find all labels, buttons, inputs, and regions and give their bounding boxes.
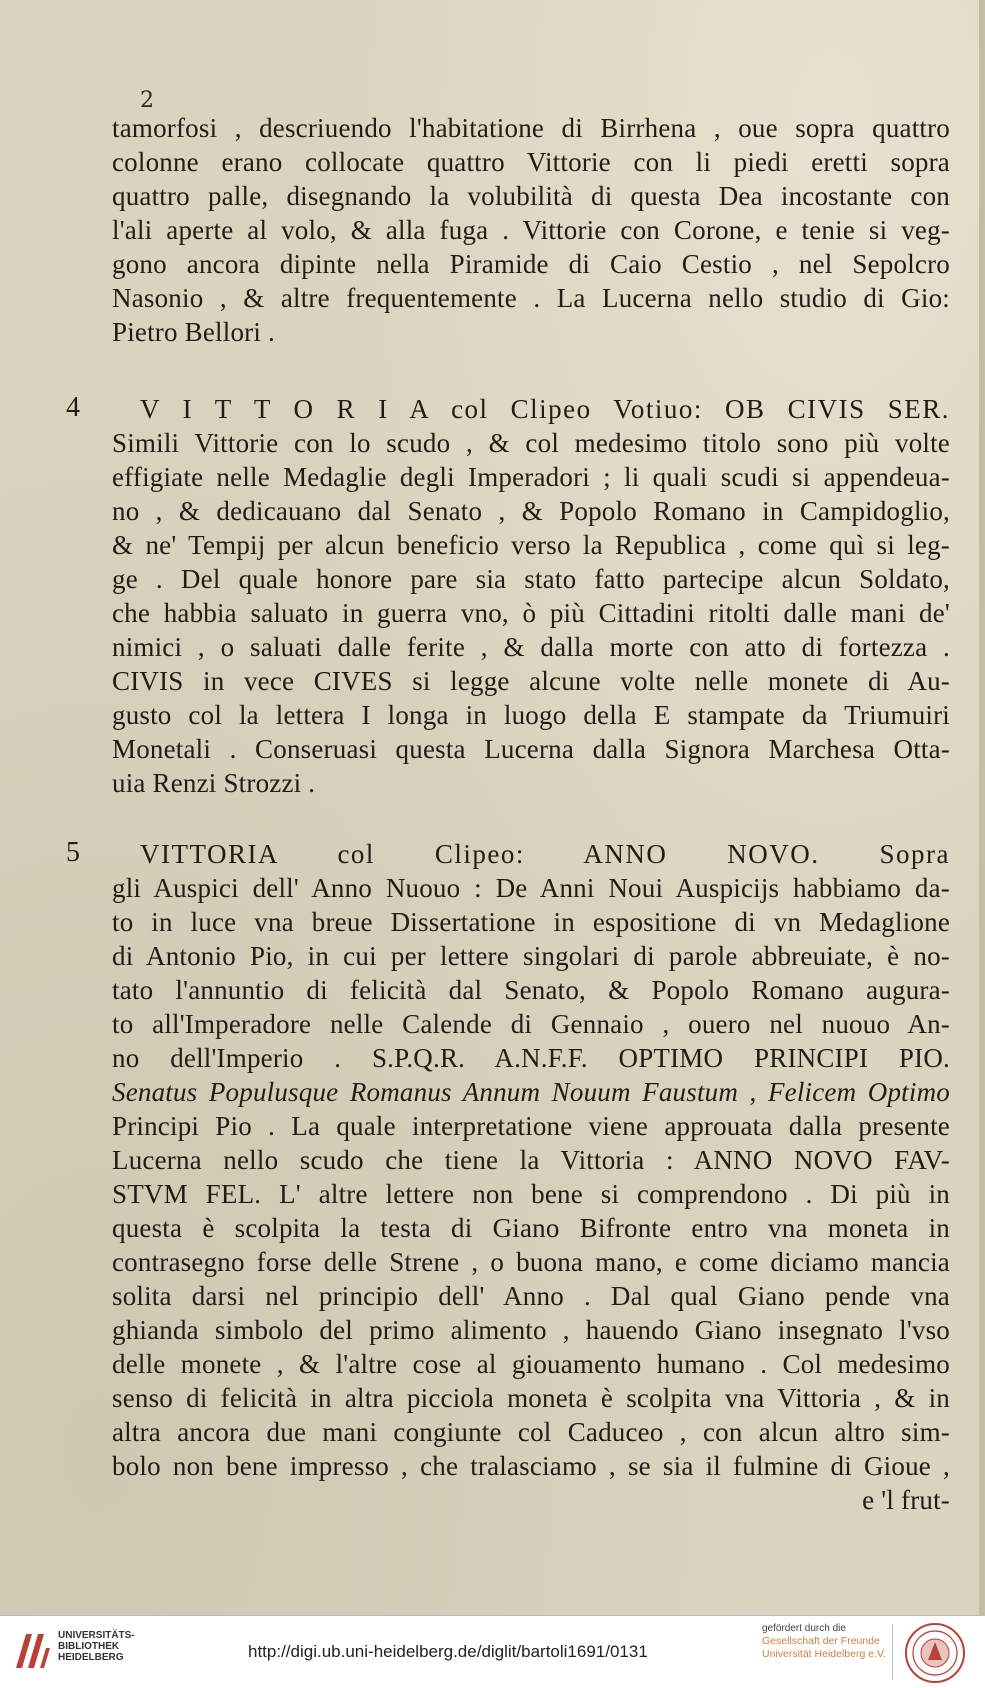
- university-seal-icon: [904, 1622, 966, 1684]
- text-line: gusto col la lettera I longa in luogo della E stampate da Triumuiri: [112, 700, 950, 730]
- text-line: Monetali . Conseruasi questa Lucerna dalla Signora Marchesa Otta-: [112, 734, 950, 764]
- text-line: gono ancora dipinte nella Piramide di Caio Cestio , nel Sepolcro: [112, 249, 950, 279]
- sponsor-credit: [762, 1622, 886, 1661]
- page-number: 2: [140, 88, 154, 113]
- text-line: questa è scolpita la testa di Giano Bifronte entro vna moneta in: [112, 1213, 950, 1243]
- text-line: bolo non bene impresso , che tralasciamo , se sia il fulmine di Gioue ,: [112, 1451, 950, 1481]
- library-name: [58, 1630, 135, 1663]
- text-line: delle monete , & l'altre cose al giouamento humano . Col medesimo: [112, 1349, 950, 1379]
- text-line: altra ancora due mani congiunte col Caduceo , con alcun altro sim-: [112, 1417, 950, 1447]
- footer-divider: [892, 1624, 893, 1680]
- text-line: no dell'Imperio . S.P.Q.R. A.N.F.F. OPTIMO PRINCIPI PIO.: [112, 1043, 950, 1073]
- text-line: Lucerna nello scudo che tiene la Vittoria : ANNO NOVO FAV-: [112, 1145, 950, 1175]
- text-line: CIVIS in vece CIVES si legge alcune volte nelle monete di Au-: [112, 666, 950, 696]
- text-line: effigiate nelle Medaglie degli Imperadori ; li quali scudi si appendeua-: [112, 462, 950, 492]
- text-line: che habbia saluato in guerra vno, ò più Cittadini ritolti dalle mani de': [112, 598, 950, 628]
- library-name-line: UNIVERSITÄTS-: [58, 1630, 135, 1641]
- text-line: senso di felicità in altra picciola moneta è scolpita vna Vittoria , & in: [112, 1383, 950, 1413]
- source-url-link[interactable]: http://digi.ub.uni-heidelberg.de/diglit/bartoli1691/0131: [248, 1642, 648, 1661]
- sponsor-org-line: Gesellschaft der Freunde: [762, 1635, 880, 1647]
- text-line: Principi Pio . La quale interpretatione viene approuata dalla presente: [112, 1111, 950, 1141]
- text-line: uia Renzi Strozzi .: [112, 768, 316, 798]
- text-line: l'ali aperte al volo, & alla fuga . Vittorie con Corone, e tenie si veg-: [112, 215, 950, 245]
- text-line: Senatus Populusque Romanus Annum Nouum Faustum , Felicem Optimo: [112, 1077, 950, 1107]
- text-line: di Antonio Pio, in cui per lettere singolari di parole abbreuiate, è no-: [112, 941, 950, 971]
- sponsor-org-line: Universität Heidelberg e.V.: [762, 1648, 886, 1660]
- text-line: ge . Del quale honore pare sia stato fatto partecipe alcun Soldato,: [112, 564, 950, 594]
- footer-bar: [0, 1615, 985, 1688]
- text-line: to all'Imperadore nelle Calende di Gennaio , ouero nel nuouo An-: [112, 1009, 950, 1039]
- text-line: Simili Vittorie con lo scudo , & col medesimo titolo sono più volte: [112, 428, 950, 458]
- text-line: quattro palle, disegnando la volubilità di questa Dea incostante con: [112, 181, 950, 211]
- library-name-line: BIBLIOTHEK: [58, 1641, 120, 1652]
- text-line: & ne' Tempij per alcun beneficio verso la Republica , come quì si leg-: [112, 530, 950, 560]
- section-number: 4: [66, 392, 80, 423]
- text-line: colonne erano collocate quattro Vittorie con li piedi eretti sopra: [112, 147, 950, 177]
- text-line: Nasonio , & altre frequentemente . La Lucerna nello studio di Gio:: [112, 283, 950, 313]
- catchword: e 'l frut-: [862, 1485, 950, 1515]
- text-line: nimici , o saluati dalle ferite , & dalla morte con atto di fortezza .: [112, 632, 950, 662]
- sponsor-label: gefördert durch die: [762, 1623, 846, 1634]
- library-name-line: HEIDELBERG: [58, 1652, 124, 1663]
- text-line: tamorfosi , descriuendo l'habitatione di Birrhena , oue sopra quattro: [112, 113, 950, 143]
- text-line: gli Auspici dell' Anno Nuouo : De Anni Noui Auspicijs habbiamo da-: [112, 873, 950, 903]
- section-heading: V I T T O R I A col Clipeo Votiuo: OB CIVIS SER.: [140, 394, 950, 424]
- text-line: no , & dedicauano dal Senato , & Popolo Romano in Campidoglio,: [112, 496, 950, 526]
- text-line: solita darsi nel principio dell' Anno . Dal qual Giano pende vna: [112, 1281, 950, 1311]
- text-line: Pietro Bellori .: [112, 317, 275, 347]
- text-line: STVM FEL. L' altre lettere non bene si comprendono . Di più in: [112, 1179, 950, 1209]
- section-number: 5: [66, 837, 80, 868]
- text-line: to in luce vna breue Dissertatione in espositione di vn Medaglione: [112, 907, 950, 937]
- text-line: ghianda simbolo del primo alimento , hauendo Giano insegnato l'vso: [112, 1315, 950, 1345]
- section-heading: VITTORIA col Clipeo: ANNO NOVO. Sopra: [140, 839, 950, 869]
- text-line: tato l'annuntio di felicità dal Senato, & Popolo Romano augura-: [112, 975, 950, 1005]
- university-library-logo-icon: [12, 1628, 52, 1672]
- text-line: contrasegno forse delle Strene , o buona mano, e come diciamo mancia: [112, 1247, 950, 1277]
